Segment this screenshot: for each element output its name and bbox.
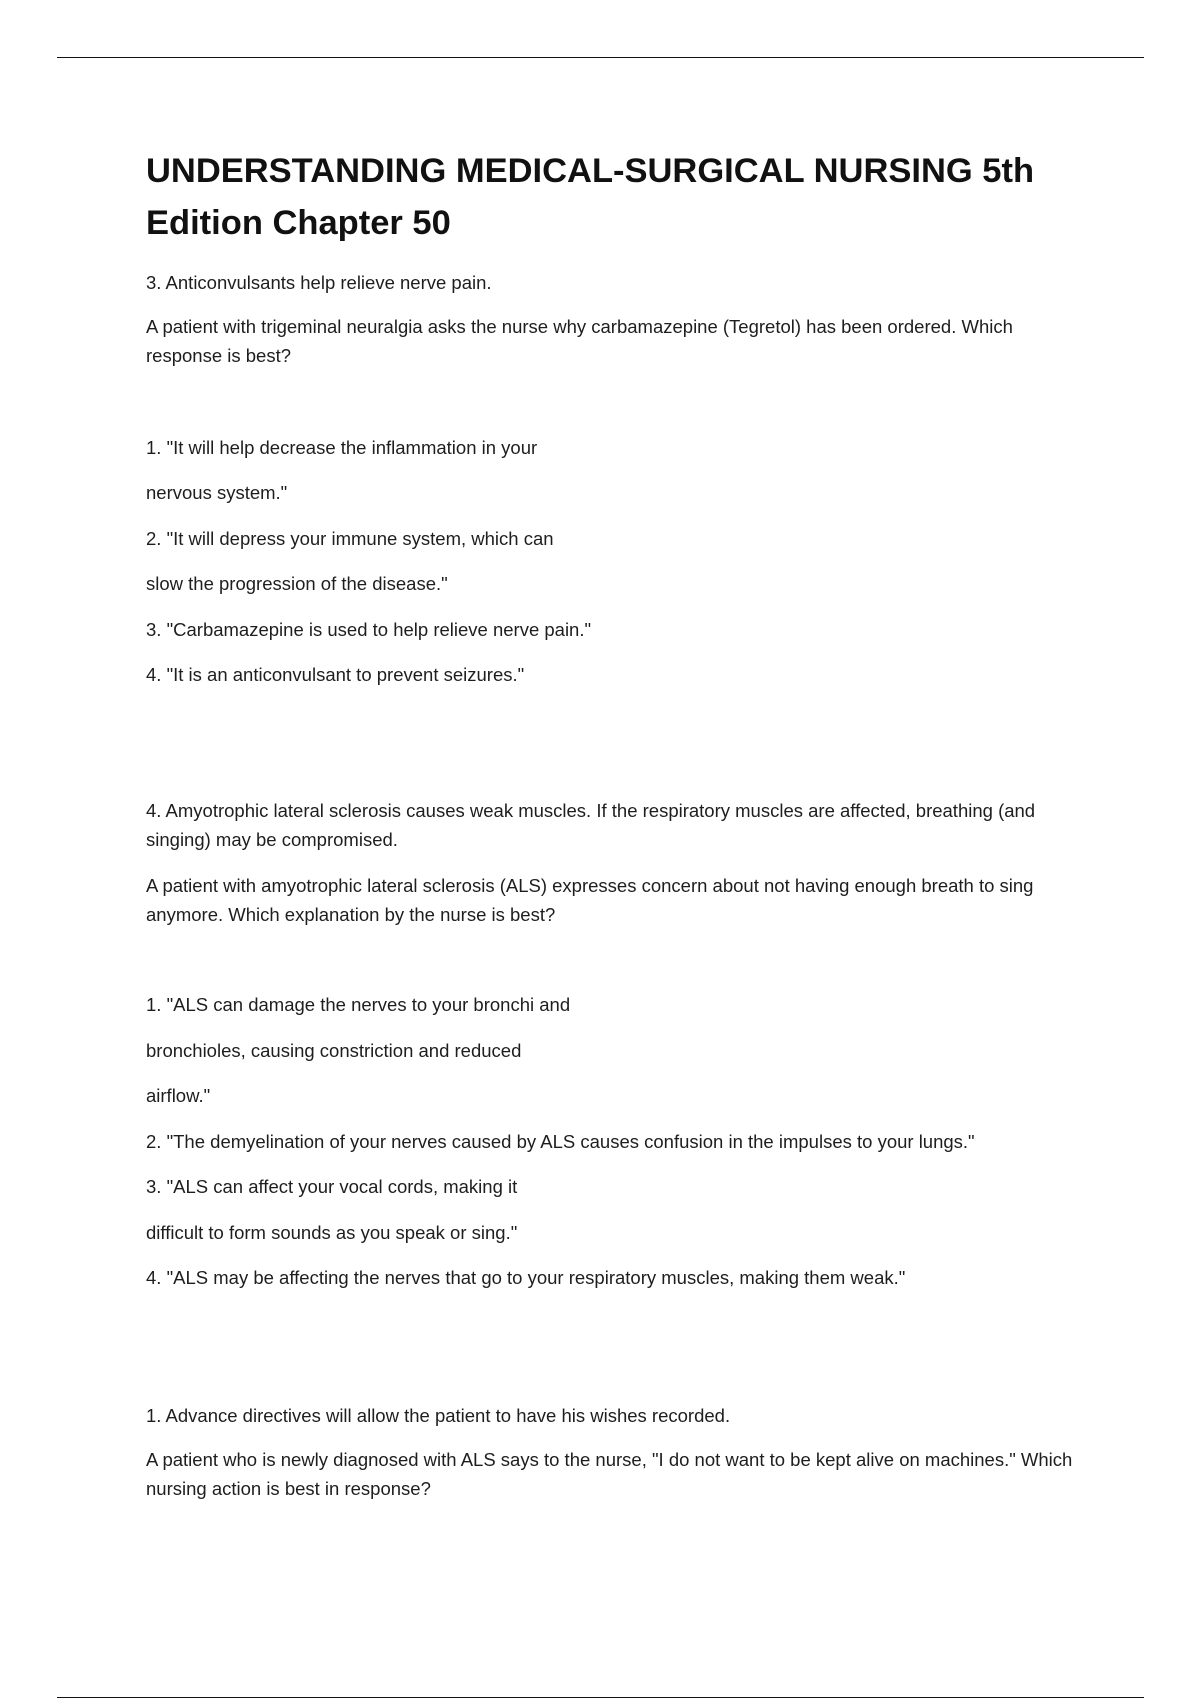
question-2-option-line: 1. "ALS can damage the nerves to your bronchi and (146, 994, 571, 1015)
question-2-option-line: 2. "The demyelination of your nerves caused by ALS causes confusion in the impulses to your lungs." (146, 1131, 975, 1152)
question-2-option-line: difficult to form sounds as you speak or sing." (146, 1222, 518, 1243)
bottom-rule (57, 1697, 1144, 1698)
question-2-option-line: 3. "ALS can affect your vocal cords, making it (146, 1176, 518, 1197)
question-1-stem: A patient with trigeminal neuralgia asks the nurse why carbamazepine (Tegretol) has been ordered. Which response is best? (146, 316, 1013, 366)
question-1-rationale: 3. Anticonvulsants help relieve nerve pain. (146, 272, 492, 293)
question-1-option-line: 3. "Carbamazepine is used to help relieve nerve pain." (146, 619, 592, 640)
question-2-option-line: 4. "ALS may be affecting the nerves that go to your respiratory muscles, making them weak." (146, 1267, 906, 1288)
question-2-stem: A patient with amyotrophic lateral sclerosis (ALS) expresses concern about not having enough breath to sing anymore. Which explanation by the nurse is best? (146, 875, 1034, 925)
question-2-option-line: airflow." (146, 1085, 211, 1106)
question-1-option-line: 1. "It will help decrease the inflammation in your (146, 437, 538, 458)
question-1-option-line: 2. "It will depress your immune system, which can (146, 528, 554, 549)
question-3-stem: A patient who is newly diagnosed with ALS says to the nurse, "I do not want to be kept alive on machines." Which nursing action is best in response? (146, 1449, 1073, 1499)
question-2-option-line: bronchioles, causing constriction and reduced (146, 1040, 522, 1061)
top-rule (57, 57, 1144, 58)
question-3-rationale: 1. Advance directives will allow the patient to have his wishes recorded. (146, 1405, 731, 1426)
question-1-option-line: 4. "It is an anticonvulsant to prevent seizures." (146, 664, 525, 685)
question-1-option-line: nervous system." (146, 482, 288, 503)
question-2-rationale: 4. Amyotrophic lateral sclerosis causes weak muscles. If the respiratory muscles are affected, breathing (and singing) may be compromised. (146, 800, 1036, 850)
page-title: UNDERSTANDING MEDICAL-SURGICAL NURSING 5th Edition Chapter 50 (146, 152, 1035, 242)
question-1-option-line: slow the progression of the disease." (146, 573, 448, 594)
